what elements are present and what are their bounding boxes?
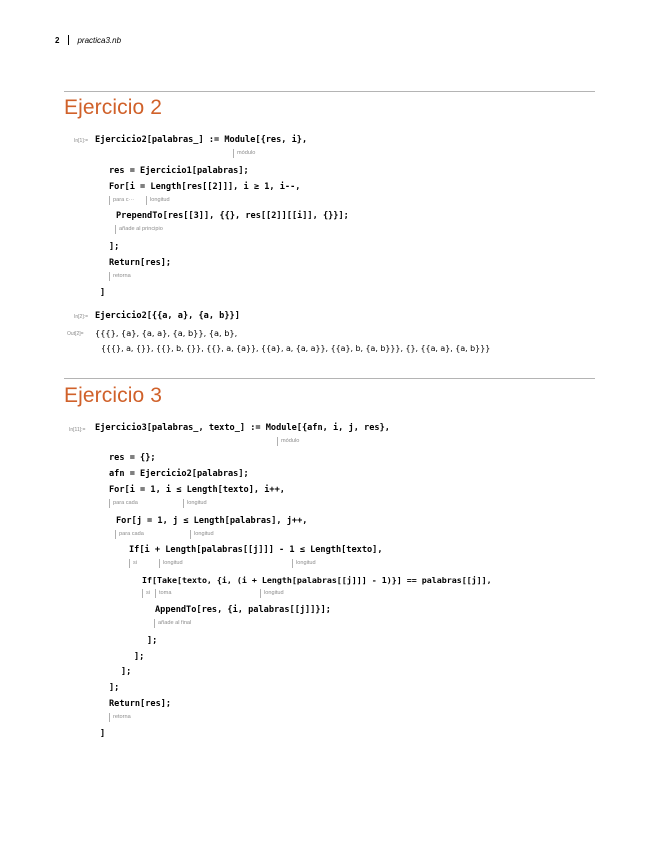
section-title-ejercicio-3: Ejercicio 3 [64,384,162,407]
code-line: Return[res]; [109,258,172,268]
tooltip-annotation: añade al final [154,619,191,628]
tooltip-annotation: longitud [260,589,284,598]
tooltip-annotation: si [142,589,150,598]
input-label: In[1]:= [74,138,89,144]
tooltip-annotation: para cada [109,499,138,508]
code-line: For[i = 1, i ≤ Length[texto], i++, [109,485,285,495]
code-line: ] [100,288,106,298]
tooltip-annotation: toma [155,589,171,598]
code-line: Ejercicio2[palabras_] := Module[{res, i}, [95,135,308,145]
code-line: afn = Ejercicio2[palabras]; [109,469,249,479]
code-line: ]; [121,667,132,677]
tooltip-annotation: retorna [109,713,131,722]
output-line: {{{}, a, {}}, {{}, b, {}}, {{}, a, {a}}, {{a}, a, {a, a}}, {{a}, b, {a, b}}}, {}, {{a, a}, {a, b}}} [101,344,491,353]
code-line: ]; [147,636,158,646]
code-line: Ejercicio2[{{a, a}, {a, b}}] [95,311,240,321]
section-divider [64,91,595,92]
tooltip-annotation: para cada [115,530,144,539]
page-number: 2 [55,35,60,45]
code-line: For[j = 1, j ≤ Length[palabras], j++, [116,516,308,526]
tooltip-annotation: longitud [292,559,316,568]
input-label: In[11]:= [69,427,86,433]
code-line: For[i = Length[res[[2]]], i ≥ 1, i--, [109,182,301,192]
tooltip-annotation: módulo [277,437,299,446]
tooltip-annotation: longitud [183,499,207,508]
code-line: Ejercicio3[palabras_, texto_] := Module[{afn, i, j, res}, [95,423,390,433]
section-divider [64,378,595,379]
code-line: res = Ejercicio1[palabras]; [109,166,249,176]
input-label: In[2]:= [74,314,89,320]
tooltip-annotation: añade al principio [115,225,163,234]
tooltip-annotation: retorna [109,272,131,281]
output-line: {{{}, {a}, {a, a}, {a, b}}, {a, b}, [95,328,238,338]
code-line: ]; [109,242,120,252]
header-divider [68,35,69,45]
code-line: AppendTo[res, {i, palabras[[j]]}]; [155,605,331,615]
tooltip-annotation: módulo [233,149,255,158]
section-title-ejercicio-2: Ejercicio 2 [64,96,162,119]
tooltip-annotation: longitud [146,196,170,205]
code-line: res = {}; [109,453,156,463]
tooltip-annotation: longitud [159,559,183,568]
code-line: If[Take[texto, {i, (i + Length[palabras[[j]]] - 1)}] == palabras[[j]], [142,575,492,585]
code-line: PrependTo[res[[3]], {{}, res[[2]][[i]], {}}]; [116,211,349,221]
code-line: ] [100,729,106,739]
page-header [55,33,121,47]
tooltip-annotation: para c··· [109,196,134,205]
tooltip-annotation: longitud [190,530,214,539]
code-line: ]; [109,683,120,693]
code-line: ]; [134,652,145,662]
notebook-file-name: practica3.nb [77,35,122,45]
tooltip-annotation: si [129,559,137,568]
output-label: Out[2]= [67,331,84,337]
code-line: If[i + Length[palabras[[j]]] - 1 ≤ Length[texto], [129,545,383,555]
code-line: Return[res]; [109,699,172,709]
